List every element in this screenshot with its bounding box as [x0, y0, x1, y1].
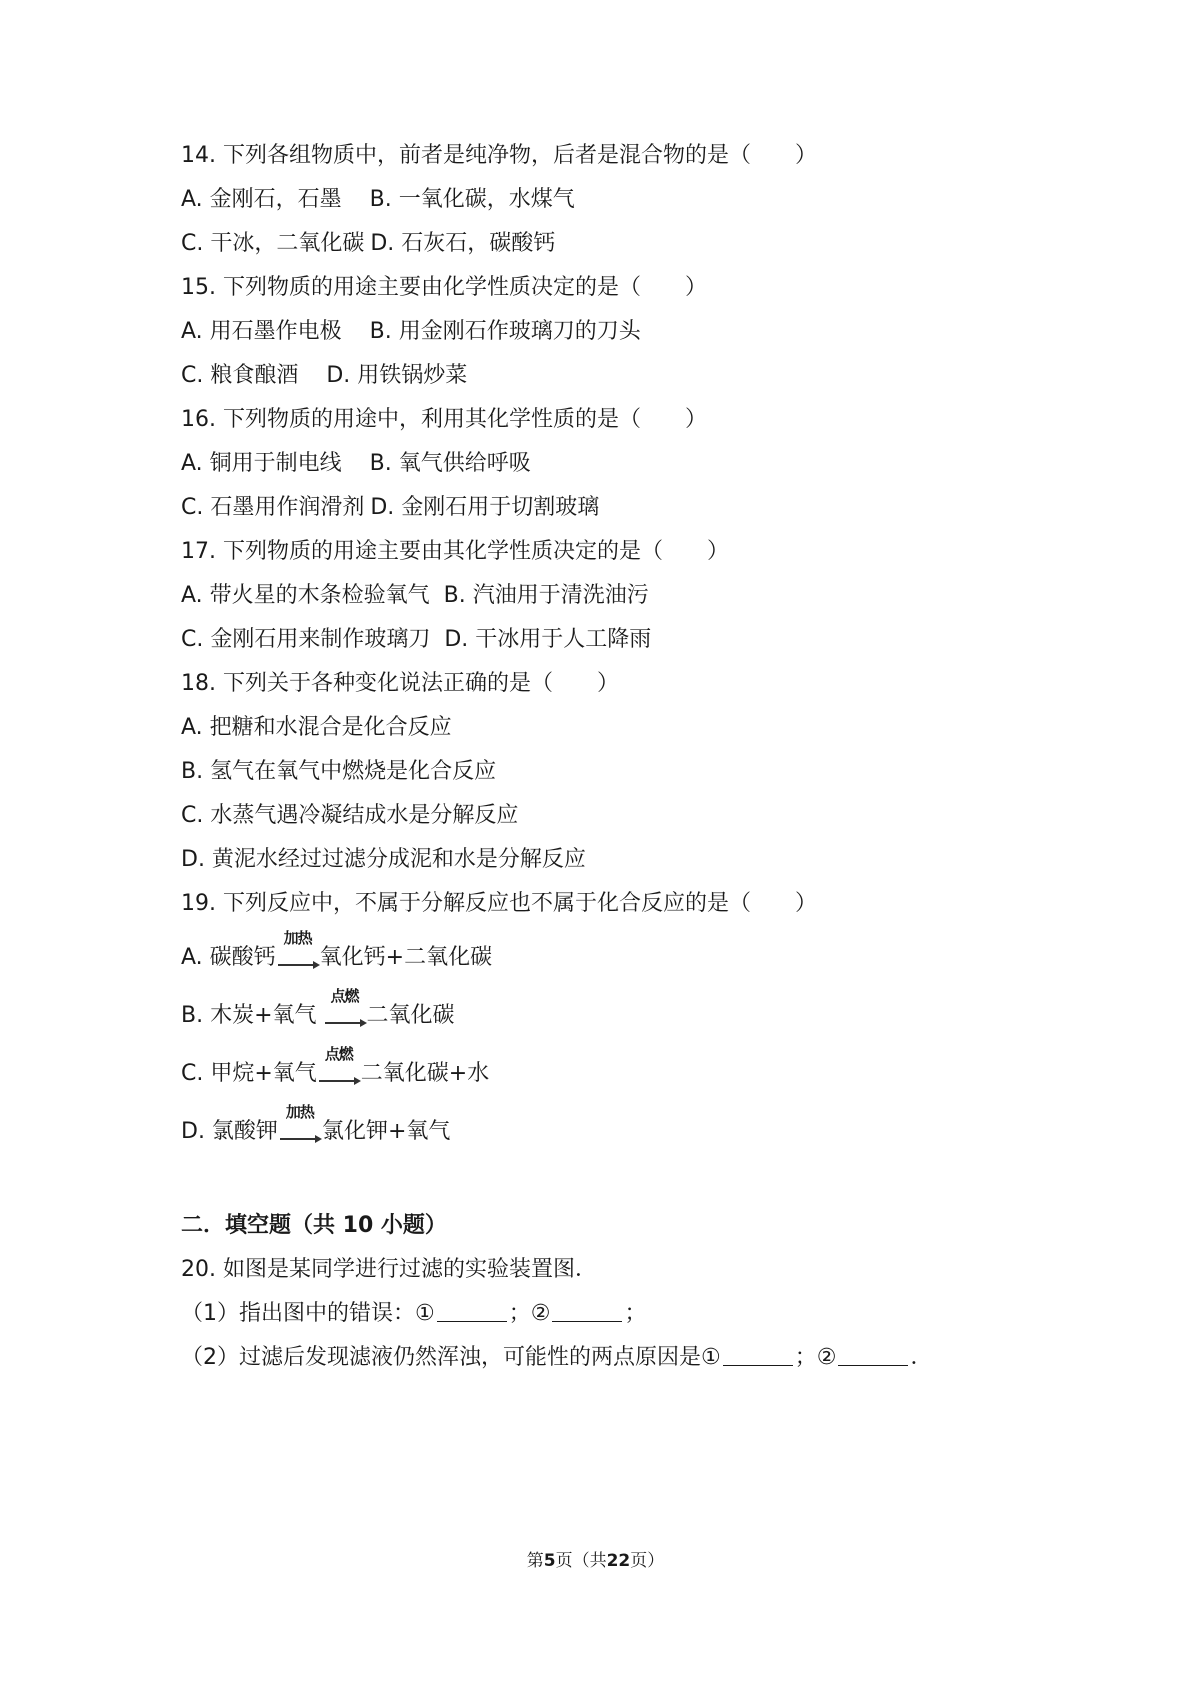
question-16-stem: 16. 下列物质的用途中，利用其化学性质的是（ ） [181, 407, 707, 432]
reactants: B. 木炭+氧气 [181, 1003, 317, 1028]
question-20-stem: 20. 如图是某同学进行过滤的实验装置图． [181, 1257, 597, 1282]
reaction-arrow [318, 1045, 360, 1089]
answer-blank[interactable] [552, 1301, 622, 1322]
reactants: A. 碳酸钙 [181, 945, 276, 970]
part-1-end: ； [624, 1301, 647, 1326]
footer-prefix: 第 [526, 1551, 544, 1571]
question-20-part-1 [181, 1299, 646, 1329]
option-d: D. 金刚石用于切割玻璃 [370, 495, 600, 520]
option-c: C. 石墨用作润滑剂 [181, 495, 365, 520]
question-19-stem: 19. 下列反应中，不属于分解反应也不属于化合反应的是（ ） [181, 891, 817, 916]
page-footer [0, 1546, 1191, 1571]
reaction-arrow [277, 929, 319, 973]
option-b: B. 一氧化碳，水煤气 [369, 187, 575, 212]
question-19-option-c [181, 1045, 490, 1089]
part-1-prefix: （1）指出图中的错误：① [181, 1301, 435, 1326]
question-15-options-ab [181, 317, 641, 347]
question-14-options-cd [181, 229, 555, 259]
answer-blank[interactable] [838, 1345, 908, 1366]
question-17-options-ab [181, 581, 649, 611]
option-d: D. 干冰用于人工降雨 [444, 627, 652, 652]
option-a: A. 带火星的木条检验氧气 [181, 583, 430, 608]
products: 氧化钙+二氧化碳 [319, 945, 493, 970]
section-title: 二．填空题（共 10 小题） [181, 1213, 447, 1238]
question-14-options-ab [181, 185, 575, 215]
option-d: D. 黄泥水经过过滤分成泥和水是分解反应 [181, 847, 586, 872]
answer-blank[interactable] [437, 1301, 507, 1322]
option-a: A. 铜用于制电线 [181, 451, 342, 476]
page-number: 5 [543, 1551, 556, 1571]
products: 二氧化碳+水 [360, 1061, 490, 1086]
products: 氯化钾+氧气 [321, 1119, 451, 1144]
question-16-options-ab [181, 449, 531, 479]
option-c: C. 粮食酿酒 [181, 363, 299, 388]
option-a: A. 金刚石，石墨 [181, 187, 342, 212]
answer-blank[interactable] [723, 1345, 793, 1366]
question-15-options-cd [181, 361, 467, 391]
option-c: C. 干冰，二氧化碳 [181, 231, 365, 256]
question-20-part-2 [181, 1343, 932, 1373]
option-b: B. 氧气供给呼吸 [369, 451, 531, 476]
question-16-options-cd [181, 493, 599, 523]
question-17-stem: 17. 下列物质的用途主要由其化学性质决定的是（ ） [181, 539, 729, 564]
option-d: D. 石灰石，碳酸钙 [370, 231, 556, 256]
part-2-end: ． [910, 1345, 933, 1370]
option-b: B. 用金刚石作玻璃刀的刀头 [369, 319, 641, 344]
option-c: C. 水蒸气遇冷凝结成水是分解反应 [181, 803, 519, 828]
option-a: A. 把糖和水混合是化合反应 [181, 715, 452, 740]
reaction-arrow [279, 1103, 321, 1147]
reaction-condition: 加热 [285, 1103, 314, 1121]
footer-suffix: 页） [630, 1551, 665, 1571]
option-b: B. 汽油用于清洗油污 [443, 583, 649, 608]
total-pages: 22 [606, 1551, 631, 1571]
question-15-stem: 15. 下列物质的用途主要由化学性质决定的是（ ） [181, 275, 707, 300]
reaction-arrow [324, 987, 366, 1031]
question-19-option-a [181, 929, 493, 973]
part-1-mid: ；② [508, 1301, 551, 1326]
question-17-options-cd [181, 625, 651, 655]
products: 二氧化碳 [366, 1003, 455, 1028]
reactants: D. 氯酸钾 [181, 1119, 278, 1144]
reaction-condition: 加热 [283, 929, 312, 947]
part-2-prefix: （2）过滤后发现滤液仍然浑浊，可能性的两点原因是① [181, 1345, 721, 1370]
option-b: B. 氢气在氧气中燃烧是化合反应 [181, 759, 497, 784]
reaction-condition: 点燃 [324, 1045, 353, 1063]
reaction-condition: 点燃 [330, 987, 359, 1005]
part-2-mid: ；② [794, 1345, 837, 1370]
question-14-stem: 14. 下列各组物质中，前者是纯净物，后者是混合物的是（ ） [181, 143, 817, 168]
reactants: C. 甲烷+氧气 [181, 1061, 317, 1086]
footer-mid: 页（共 [555, 1551, 607, 1571]
question-18-stem: 18. 下列关于各种变化说法正确的是（ ） [181, 671, 619, 696]
question-19-option-d [181, 1103, 451, 1147]
question-19-option-b [181, 987, 455, 1031]
option-c: C. 金刚石用来制作玻璃刀 [181, 627, 431, 652]
option-a: A. 用石墨作电极 [181, 319, 342, 344]
option-d: D. 用铁锅炒菜 [326, 363, 468, 388]
